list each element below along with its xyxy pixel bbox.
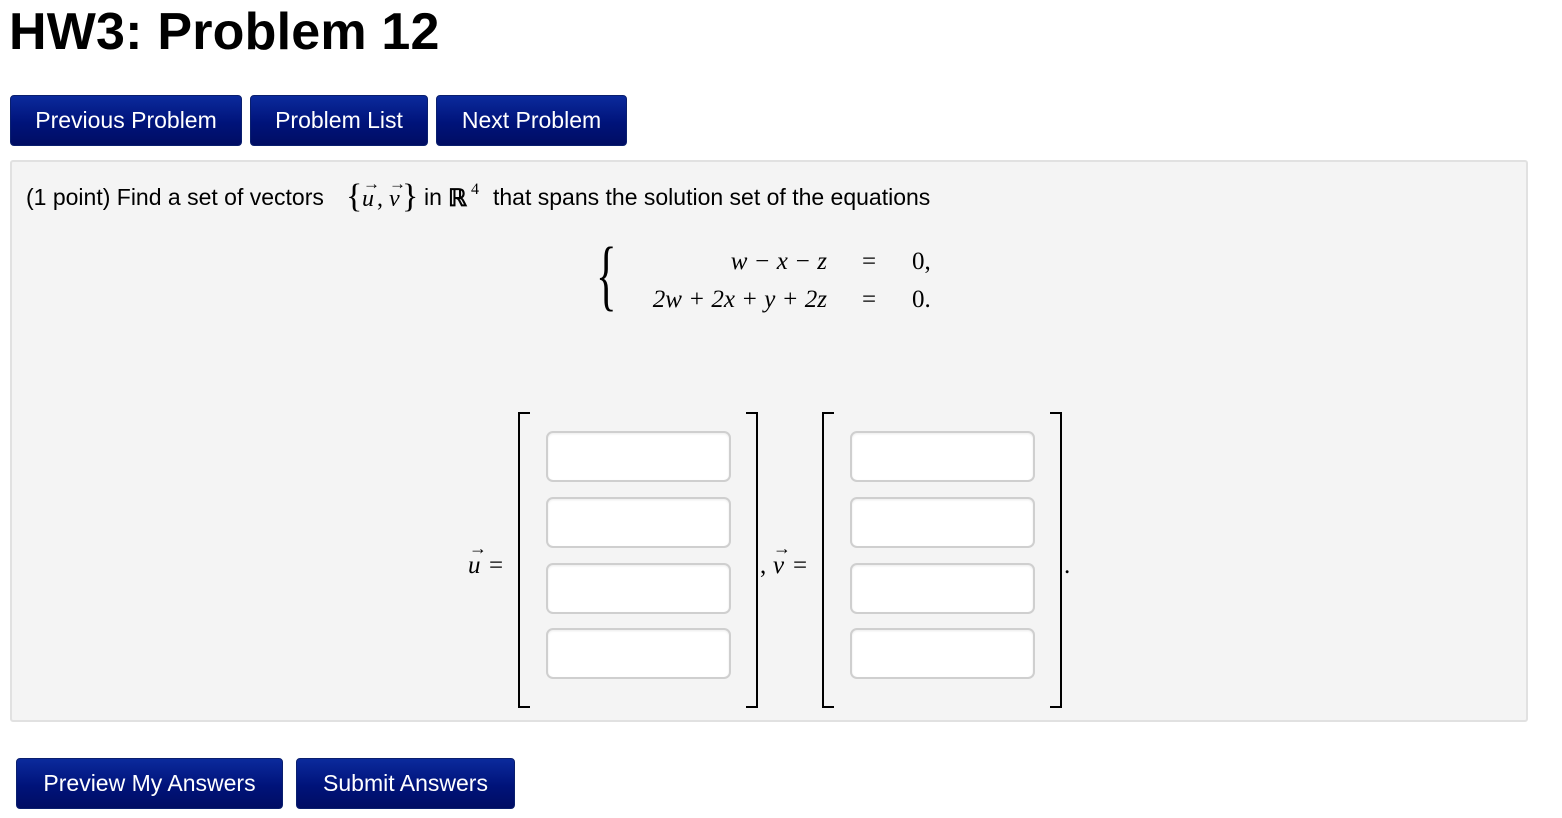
problem-panel — [10, 160, 1528, 722]
page-title: HW3: Problem 12 — [9, 3, 440, 61]
space-exponent: 4 — [471, 181, 479, 198]
set-comma: , — [377, 186, 383, 212]
equation-2-rhs: 0. — [912, 286, 931, 313]
u-component-2-input[interactable] — [546, 497, 731, 548]
vector-v-symbol: → v — [389, 174, 406, 212]
equation-1-relation: = — [862, 248, 877, 275]
submit-answers-button[interactable]: Submit Answers — [296, 758, 515, 809]
v-component-2-input[interactable] — [850, 497, 1035, 548]
u-left-bracket — [518, 412, 530, 708]
u-component-1-input[interactable] — [546, 431, 731, 482]
v-component-1-input[interactable] — [850, 431, 1035, 482]
vector-u-symbol: → u — [362, 174, 380, 212]
answer-u-label: → u — [468, 538, 487, 579]
previous-problem-button[interactable]: Previous Problem — [10, 95, 242, 146]
v-left-bracket — [822, 412, 834, 708]
system-brace: { — [596, 231, 617, 318]
v-component-3-input[interactable] — [850, 563, 1035, 614]
u-component-4-input[interactable] — [546, 628, 731, 679]
problem-statement-rest: that spans the solution set of the equations — [493, 184, 931, 210]
v-right-bracket — [1050, 412, 1062, 708]
u-component-3-input[interactable] — [546, 563, 731, 614]
real-space-symbol: ℝ — [448, 186, 468, 212]
set-open-brace: { — [346, 178, 363, 215]
vector-separator-comma: , — [760, 552, 767, 579]
preview-answers-button[interactable]: Preview My Answers — [16, 758, 283, 809]
answer-v-label: → v — [773, 538, 791, 579]
next-problem-button[interactable]: Next Problem — [436, 95, 627, 146]
set-close-brace: } — [402, 178, 419, 215]
problem-statement-intro: (1 point) Find a set of vectors — [26, 184, 324, 210]
end-period: . — [1064, 552, 1071, 579]
answer-v-equals: = — [793, 552, 808, 579]
equation-1-lhs: w − x − z — [730, 248, 827, 275]
u-right-bracket — [746, 412, 758, 708]
equation-2-relation: = — [862, 286, 877, 313]
problem-list-button[interactable]: Problem List — [250, 95, 428, 146]
v-component-4-input[interactable] — [850, 628, 1035, 679]
answer-u-equals: = — [489, 552, 504, 579]
in-text: in — [424, 184, 442, 210]
equation-1-rhs: 0, — [912, 248, 931, 275]
equation-2-lhs: 2w + 2x + y + 2z — [652, 286, 827, 313]
